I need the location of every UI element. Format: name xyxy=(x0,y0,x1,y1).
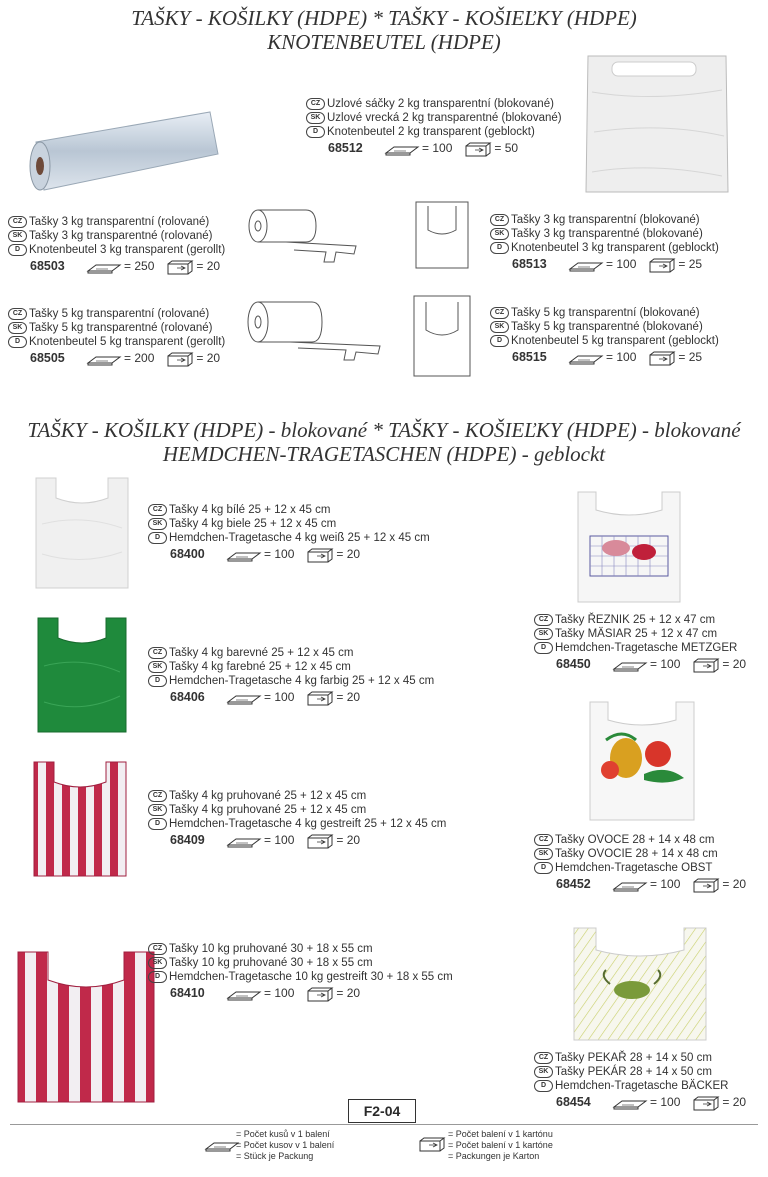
butcher-bag-image xyxy=(574,490,684,606)
roll-drawing-5kg xyxy=(246,298,386,362)
bag-drawing-3kg xyxy=(412,200,474,272)
product-68452: CZ Tašky OVOCE 28 + 14 x 48 cm SK Tašky OVOCIE 28 + 14 x 48 cm D Hemdchen-Tragetasche OBST 68452 = 100 = 20 xyxy=(534,833,758,893)
striped-bag-large-image xyxy=(14,950,160,1105)
product-68400: CZ Tašky 4 kg bílé 25 + 12 x 45 cm SK Tašky 4 kg biele 25 + 12 x 45 cm D Hemdchen-Tragetasche 4 kg weiß 25 + 12 x 45 cm 68400 = 100 = 20 xyxy=(148,503,430,563)
white-bag-image xyxy=(32,474,132,592)
product-68410: CZ Tašky 10 kg pruhované 30 + 18 x 55 cm SK Tašky 10 kg pruhované 30 + 18 x 55 cm D Hemdchen-Tragetasche 10 kg gestreift 30 + 18 x 55 cm 68410 = 100 = 20 xyxy=(148,942,453,1002)
product-68513: CZ Tašky 3 kg transparentní (blokované) SK Tašky 3 kg transparentné (blokované) D Knotenbeutel 3 kg transparent (geblockt) 68513 = 100 = 25 xyxy=(490,213,719,273)
product-68515: CZ Tašky 5 kg transparentní (blokované) SK Tašky 5 kg transparentné (blokované) D Knotenbeutel 5 kg transparent (geblockt) 68515 = 100 = 25 xyxy=(490,306,719,366)
legend-box: = Počet balení v 1 kartónu = Počet balení v 1 kartóne = Packungen je Karton xyxy=(448,1129,553,1161)
fruit-bag-image xyxy=(586,700,698,824)
pack-icon xyxy=(384,142,420,156)
page-subtitle: KNOTENBEUTEL (HDPE) xyxy=(267,30,501,54)
striped-bag-image xyxy=(30,760,130,878)
bakery-bag-image xyxy=(570,926,710,1044)
section-title: TAŠKY - KOŠILKY (HDPE) - blokované * TAŠKY - KOŠIEĽKY (HDPE) - blokované xyxy=(27,418,741,442)
legend-pack: = Počet kusů v 1 balení = Počet kusov v 1 balení = Stück je Packung xyxy=(236,1129,335,1161)
product-68512: CZ Uzlové sáčky 2 kg transparentní (blokované) SK Uzlové vrecká 2 kg transparentné (blokované) D Knotenbeutel 2 kg transparent (geblockt) 68512 = 100 = 50 xyxy=(306,97,562,157)
roll-drawing-3kg xyxy=(246,206,366,266)
legend-box-icon xyxy=(418,1136,446,1152)
product-68454: CZ Tašky PEKAŘ 28 + 14 x 50 cm SK Tašky PEKÁR 28 + 14 x 50 cm D Hemdchen-Tragetasche BÄCKER 68454 = 100 = 20 xyxy=(534,1051,758,1111)
section-subtitle: HEMDCHEN-TRAGETASCHEN (HDPE) - geblockt xyxy=(162,442,606,466)
product-68503: CZ Tašky 3 kg transparentní (rolované) SK Tašky 3 kg transparentné (rolované) D Knotenbeutel 3 kg transparent (gerollt) 68503 = 250 = 20 xyxy=(8,215,232,275)
green-bag-image xyxy=(34,616,130,734)
legend-pack-icon xyxy=(204,1138,240,1152)
product-68505: CZ Tašky 5 kg transparentní (rolované) SK Tašky 5 kg transparentné (rolované) D Knotenbeutel 5 kg transparent (gerollt) 68505 = 200 = 20 xyxy=(8,307,232,367)
footer-divider xyxy=(10,1124,758,1125)
knot-bag-image xyxy=(582,52,732,197)
product-68409: CZ Tašky 4 kg pruhované 25 + 12 x 45 cm SK Tašky 4 kg pruhované 25 + 12 x 45 cm D Hemdchen-Tragetasche 4 kg gestreift 25 + 12 x 45 cm 68409 = 100 = 20 xyxy=(148,789,446,849)
page-title: TAŠKY - KOŠILKY (HDPE) * TAŠKY - KOŠIEĽKY (HDPE) xyxy=(131,6,637,30)
product-68406: CZ Tašky 4 kg barevné 25 + 12 x 45 cm SK Tašky 4 kg farebné 25 + 12 x 45 cm D Hemdchen-Tragetasche 4 kg farbig 25 + 12 x 45 cm 68406 = 100 = 20 xyxy=(148,646,434,706)
product-68450: CZ Tašky ŘEZNIK 25 + 12 x 47 cm SK Tašky MÄSIAR 25 + 12 x 47 cm D Hemdchen-Tragetasche METZGER 68450 = 100 = 20 xyxy=(534,613,758,673)
page-label: F2-04 xyxy=(348,1099,416,1123)
box-icon xyxy=(464,141,492,157)
bag-drawing-5kg xyxy=(410,294,476,380)
roll-image xyxy=(22,102,222,198)
